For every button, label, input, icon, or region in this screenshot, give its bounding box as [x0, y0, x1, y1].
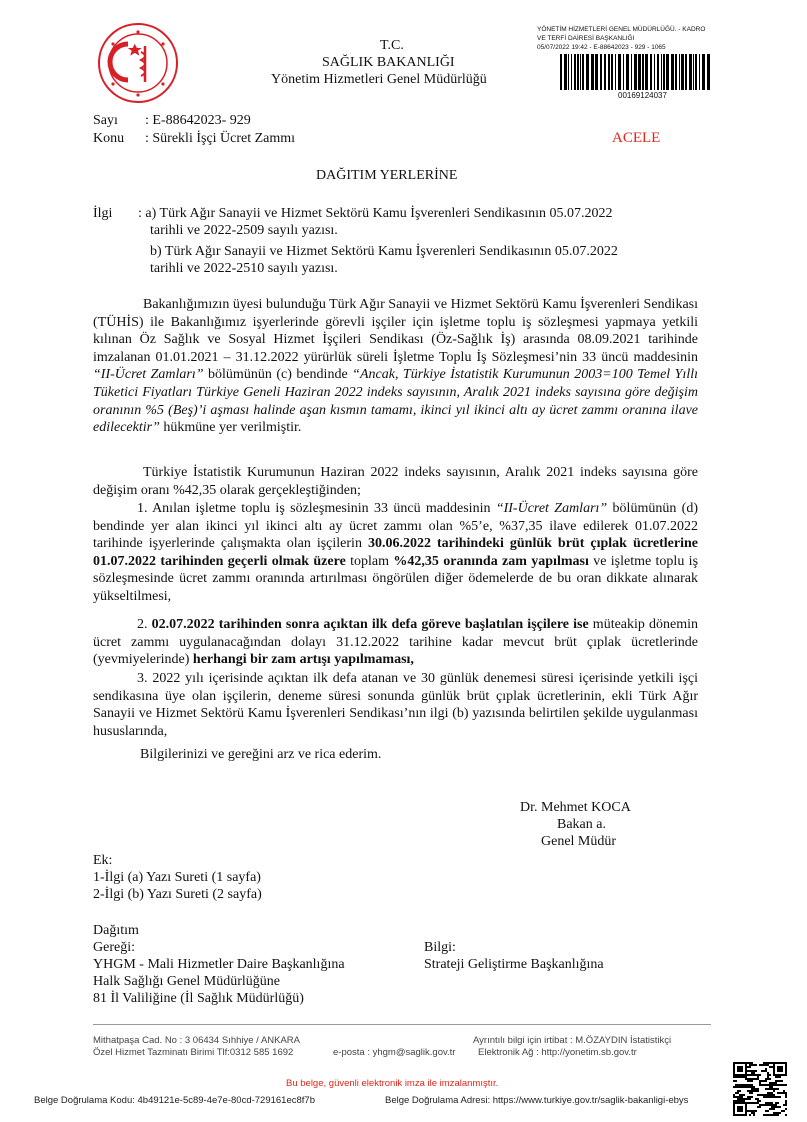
- item-3: 3. 2022 yılı içerisinde açıktan ilk defa atanan ve 30 günlük denemesi süresi içerisinde yetkili işçi sendikasına üye olan işçilerin, deneme süresi sonunda günlük brüt çıplak ücretlerinin, ekli Türk Ağır Sanayii ve Hizmet Sektörü Kamu İşverenleri Sendikası’nın ilgi (b) yazısında belirtilen şekilde uygulanması hususlarında,: [93, 671, 698, 739]
- item-2-text: müteakip dönemin ücret zammı uygulanacağından dolayı 31.12.2022 tarihine kadar mevcut brüt çıplak ücretlerinde (yevmiyelerinde): [93, 617, 699, 668]
- p1-quote: “Ancak, Türkiye İstatistik Kurumunun 2003=100 Temel Yıllı Tüketici Fiyatları Türkiye Geneli Haziran 2022 indeks sayısının, Aralık 2021 indeks sayısına göre değişim oranının %5 (Beş)’i aşması halinde aşan kısmın tamamı, ikinci yıl ikinci altı ay ücret zammı oranına ilave edilecektir”: [93, 367, 699, 436]
- item-2: [93, 616, 698, 669]
- paragraph-1: [93, 296, 698, 437]
- attachments-label: Ek:: [93, 853, 113, 868]
- sayi-value: : E-88642023- 929: [145, 113, 251, 128]
- closing-line: Bilgilerinizi ve gereğini arz ve rica ederim.: [140, 747, 382, 762]
- ilgi-a-line1: : a) Türk Ağır Sanayii ve Hizmet Sektörü Kamu İşverenleri Sendikasının 05.07.2022: [138, 206, 613, 221]
- barcode: [560, 54, 710, 90]
- header-org-line3: Yönetim Hizmetleri Genel Müdürlüğü: [271, 72, 487, 87]
- sayi-label: Sayı: [93, 113, 118, 128]
- p1-text: Bakanlığımızın üyesi bulunduğu Türk Ağır Sanayii ve Hizmet Sektörü Kamu İşverenleri Sendikası (TÜHİS) ile Bakanlığımız işyerlerinde görevli işçiler için işletme toplu iş sözleşmesi yapmaya yetkili kılınan Öz Sağlık ve Sosyal Hizmet İşçileri Sendikası (Öz-Sağlık İş) arasında 08.09.2021 tarihinde imzalanan 01.01.2021 – 31.12.2022 yürürlük süreli İşletme Toplu İş Sözleşmesi’nin 33 üncü maddesinin: [93, 297, 698, 365]
- item-1-quote: “II-Ücret Zamları”: [495, 501, 608, 516]
- header-org-line1: T.C.: [380, 38, 404, 53]
- gerei-item: Halk Sağlığı Genel Müdürlüğüne: [93, 974, 281, 989]
- verify-address: Belge Doğrulama Adresi: https://www.turkiye.gov.tr/saglik-bakanligi-ebys: [385, 1095, 689, 1106]
- urgency-label: ACELE: [612, 130, 661, 146]
- signature-line2: Bakan a.: [557, 817, 606, 832]
- attachment-item: 1-İlgi (a) Yazı Sureti (1 sayfa): [93, 870, 261, 885]
- item-1: [93, 500, 698, 606]
- item-1-bold: 30.06.2022 tarihindeki günlük brüt çıplak ücretlerine 01.07.2022 tarihinden geçerli olmak üzere: [93, 536, 698, 569]
- stamp-line3: 05/07/2022 19:42 - E-88642023 - 929 - 1065: [537, 44, 666, 51]
- item-1-text: 1. Anılan işletme toplu iş sözleşmesinin 33 üncü maddesinin: [137, 501, 496, 516]
- bilgi-item: Strateji Geliştirme Başkanlığına: [424, 957, 604, 972]
- konu-label: Konu: [93, 131, 125, 146]
- distribution-title: DAĞITIM YERLERİNE: [316, 168, 458, 183]
- header-org-line2: SAĞLIK BAKANLIĞI: [322, 55, 455, 70]
- p1-text-2: bölümünün (c) bendinde: [203, 367, 353, 383]
- stamp-line2: VE TERFİ DAİRESİ BAŞKANLIĞI: [537, 35, 635, 42]
- esign-notice: Bu belge, güvenli elektronik imza ile imzalanmıştır.: [286, 1078, 499, 1089]
- gerei-item: YHGM - Mali Hizmetler Daire Başkanlığına: [93, 957, 345, 972]
- ilgi-a-line2: tarihli ve 2022-2509 sayılı yazısı.: [150, 223, 338, 238]
- item-1-text-2: bölümünün (d) bendinde yer alan ikinci yıl ikinci altı ay ücret zammı olan %5’e, %37,35 ilave edilerek 01.07.2022 tarihinde işyerlerinde çalışmakta olan işçilerin: [93, 501, 698, 552]
- ilgi-b-line1: b) Türk Ağır Sanayii ve Hizmet Sektörü Kamu İşverenleri Sendikasının 05.07.2022: [150, 244, 618, 259]
- item-1-bold-2: %42,35 oranında zam yapılması: [393, 553, 589, 569]
- footer-web: Elektronik Ağ : http://yonetim.sb.gov.tr: [478, 1047, 637, 1058]
- ilgi-b-line2: tarihli ve 2022-2510 sayılı yazısı.: [150, 261, 338, 276]
- verify-code: Belge Doğrulama Kodu: 4b49121e-5c89-4e7e-80cd-729161ec8f7b: [34, 1095, 315, 1106]
- footer-phone: Özel Hizmet Tazminatı Birimi Tlf:0312 585 1692: [93, 1047, 294, 1058]
- attachment-item: 2-İlgi (b) Yazı Sureti (2 sayfa): [93, 887, 262, 902]
- footer-divider: [93, 1024, 711, 1025]
- konu-value: : Sürekli İşçi Ücret Zammı: [145, 131, 296, 146]
- item-2-num: 2.: [137, 617, 152, 632]
- ministry-logo: [97, 22, 179, 104]
- p1-text-3: hükmüne yer verilmiştir.: [159, 420, 302, 436]
- p1-quote-title: “II-Ücret Zamları”: [93, 367, 204, 383]
- footer-address: Mithatpaşa Cad. No : 3 06434 Sıhhiye / ANKARA: [93, 1035, 301, 1046]
- barcode-number: 00169124037: [618, 91, 667, 100]
- footer-email: e-posta : yhgm@saglik.gov.tr: [333, 1047, 456, 1058]
- item-1-text-3: toplam: [345, 553, 394, 569]
- qr-code: [733, 1062, 787, 1116]
- item-2-bold-2: herhangi bir zam artışı yapılmaması,: [192, 652, 414, 668]
- distribution-label: Dağıtım: [93, 923, 139, 938]
- gerei-item: 81 İl Valiliğine (İl Sağlık Müdürlüğü): [93, 991, 304, 1006]
- signature-name: Dr. Mehmet KOCA: [520, 800, 631, 815]
- stamp-line1: YÖNETİM HİZMETLERİ GENEL MÜDÜRLÜĞÜ. - KADRO: [537, 26, 706, 33]
- item-2-bold: 02.07.2022 tarihinden sonra açıktan ilk defa göreve başlatılan işçilere ise: [151, 617, 589, 632]
- paragraph-2: Türkiye İstatistik Kurumunun Haziran 2022 indeks sayısının, Aralık 2021 indeks sayısına göre değişim oranı %42,35 olarak gerçekleştiğinden;: [93, 465, 698, 498]
- gerei-label: Gereği:: [93, 940, 135, 955]
- ilgi-label: İlgi: [93, 206, 113, 221]
- footer-contact: Ayrıntılı bilgi için irtibat : M.ÖZAYDIN İstatistikçi: [473, 1035, 672, 1046]
- item-1-text-4: ve işletme toplu iş sözleşmesinde ücret zammı oranında artırılması öngörülen diğer ödemelerde de bu oran dikkate alınarak yükseltilmesi,: [93, 553, 699, 604]
- bilgi-label: Bilgi:: [424, 940, 456, 955]
- signature-line3: Genel Müdür: [541, 834, 617, 849]
